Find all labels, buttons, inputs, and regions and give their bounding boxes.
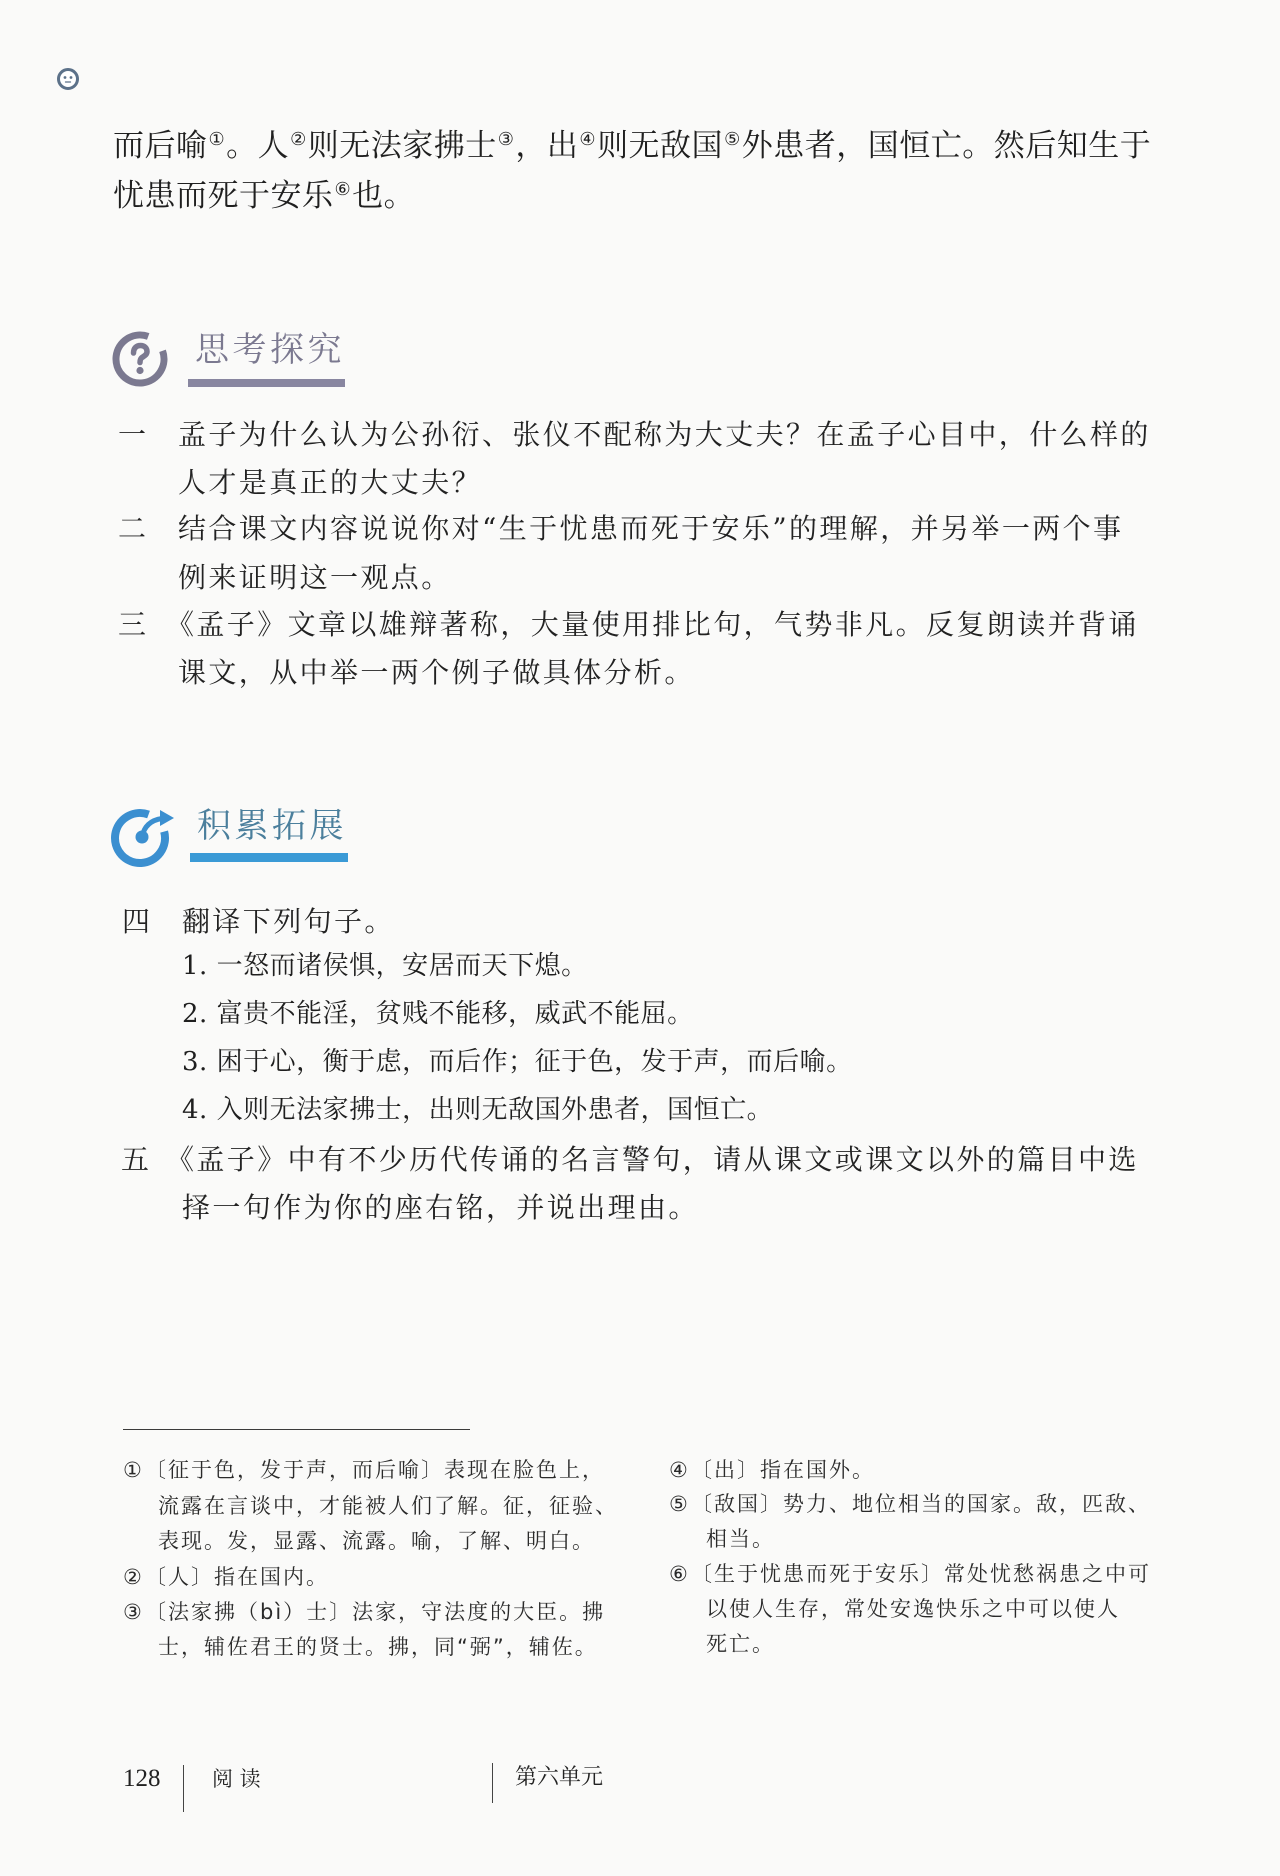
section-title: 积累拓展: [197, 806, 347, 846]
footnote-ref: ②: [290, 129, 307, 150]
footnote-text: 流露在言谈中，才能被人们了解。征，征验、: [158, 1494, 618, 1518]
footnote-text: 〔人〕指在国内。: [145, 1565, 329, 1589]
footnote-text: 〔敌国〕势力、地位相当的国家。敌，匹敌、: [691, 1492, 1151, 1516]
footnote-ref: ①: [208, 129, 226, 150]
question-text: 孟子为什么认为公孙衍、张仪不配称为大丈夫？在孟子心目中，什么样的: [178, 418, 1151, 451]
question-text: 例来证明这一观点。: [178, 561, 452, 594]
footnote-mark: ④: [669, 1458, 688, 1482]
footnote-text: 〔出〕指在国外。: [691, 1458, 875, 1482]
passage-line: [113, 126, 1151, 166]
footnote-mark: ②: [123, 1565, 142, 1589]
exercise-number: 五: [121, 1143, 150, 1176]
page-number: 128: [123, 1765, 161, 1792]
sentence-item: 3. 困于心，衡于虑，而后作；征于色，发于声，而后喻。: [182, 1047, 853, 1077]
footnote-ref: ⑥: [334, 179, 352, 200]
footnote-text: 〔征于色，发于声，而后喻〕表现在脸色上，: [145, 1458, 605, 1482]
exercise-text: 《孟子》中有不少历代传诵的名言警句，请从课文或课文以外的篇目中选: [166, 1143, 1139, 1176]
footnote-divider: [123, 1429, 470, 1430]
footnote-mark: ③: [123, 1600, 142, 1624]
question-text: 结合课文内容说说你对“生于忧患而死于安乐”的理解，并另举一两个事: [178, 512, 1124, 545]
footnote-text: 死亡。: [706, 1632, 775, 1656]
footnote-mark: ①: [123, 1458, 142, 1482]
footnote: [669, 1559, 1151, 1589]
footnote-ref: ③: [497, 129, 515, 150]
arrow-circle-icon: [110, 808, 180, 868]
question-text: 《孟子》文章以雄辩著称，大量使用排比句，气势非凡。反复朗读并背诵: [166, 608, 1139, 641]
footnote-mark: ⑥: [669, 1562, 688, 1586]
footnote-text: 表现。发，显露、流露。喻，了解、明白。: [158, 1529, 595, 1553]
footnote: [123, 1455, 605, 1485]
smiley-face-icon: [56, 67, 80, 91]
footer-section-label: 阅 读: [212, 1767, 261, 1791]
question-text: 人才是真正的大丈夫？: [178, 466, 483, 499]
passage-text: 忧患而死于安乐: [113, 178, 334, 214]
footnote-text: 士，辅佐君王的贤士。拂，同“弼”，辅佐。: [158, 1635, 598, 1659]
section-title-underline: [188, 379, 345, 387]
passage-line: [113, 176, 415, 216]
exercise-text: 翻译下列句子。: [182, 905, 395, 938]
footer-unit-label: 第六单元: [515, 1765, 604, 1790]
passage-text: 也。: [352, 178, 416, 214]
footnote-ref: ④: [579, 129, 597, 150]
question-number: 一: [118, 418, 147, 451]
footnote-text: 以使人生存，常处安逸快乐之中可以使人: [706, 1597, 1120, 1621]
footnote-mark: ⑤: [669, 1492, 688, 1516]
footnote-text: 〔法家拂（bì）士〕法家，守法度的大臣。拂: [145, 1600, 606, 1624]
exercise-text: 择一句作为你的座右铭，并说出理由。: [182, 1191, 699, 1224]
sentence-item: 1. 一怒而诸侯惧，安居而天下熄。: [182, 951, 588, 981]
footer-divider: [183, 1765, 184, 1812]
footnote-ref: ⑤: [724, 129, 741, 150]
passage-text: 则无法家拂士: [307, 128, 497, 164]
passage-text: 则无敌国: [597, 128, 724, 164]
question-number: 三: [118, 608, 147, 641]
footnote-text: 相当。: [706, 1527, 775, 1551]
section-title: 思考探究: [195, 330, 345, 370]
sentence-item: 2. 富贵不能淫，贫贱不能移，威武不能屈。: [182, 999, 694, 1029]
footnote-text: 〔生于忧患而死于安乐〕常处忧愁祸患之中可: [691, 1562, 1151, 1586]
sentence-item: 4. 入则无法家拂士，出则无敌国外患者，国恒亡。: [182, 1095, 774, 1125]
passage-text: 外患者，国恒亡。然后知生于: [741, 128, 1152, 164]
section-title-underline: [190, 853, 348, 862]
footer-divider: [492, 1763, 493, 1803]
passage-text: ，出: [515, 128, 579, 164]
question-text: 课文，从中举一两个例子做具体分析。: [178, 656, 695, 689]
passage-text: 而后喻: [113, 128, 208, 164]
footnote: [669, 1489, 1151, 1519]
question-circle-icon: [110, 329, 170, 389]
exercise-number: 四: [122, 905, 151, 938]
footnote: [123, 1597, 605, 1627]
question-number: 二: [118, 512, 147, 545]
footnote: [123, 1562, 329, 1592]
footnote: [669, 1455, 875, 1485]
passage-text: 。人: [226, 128, 290, 164]
